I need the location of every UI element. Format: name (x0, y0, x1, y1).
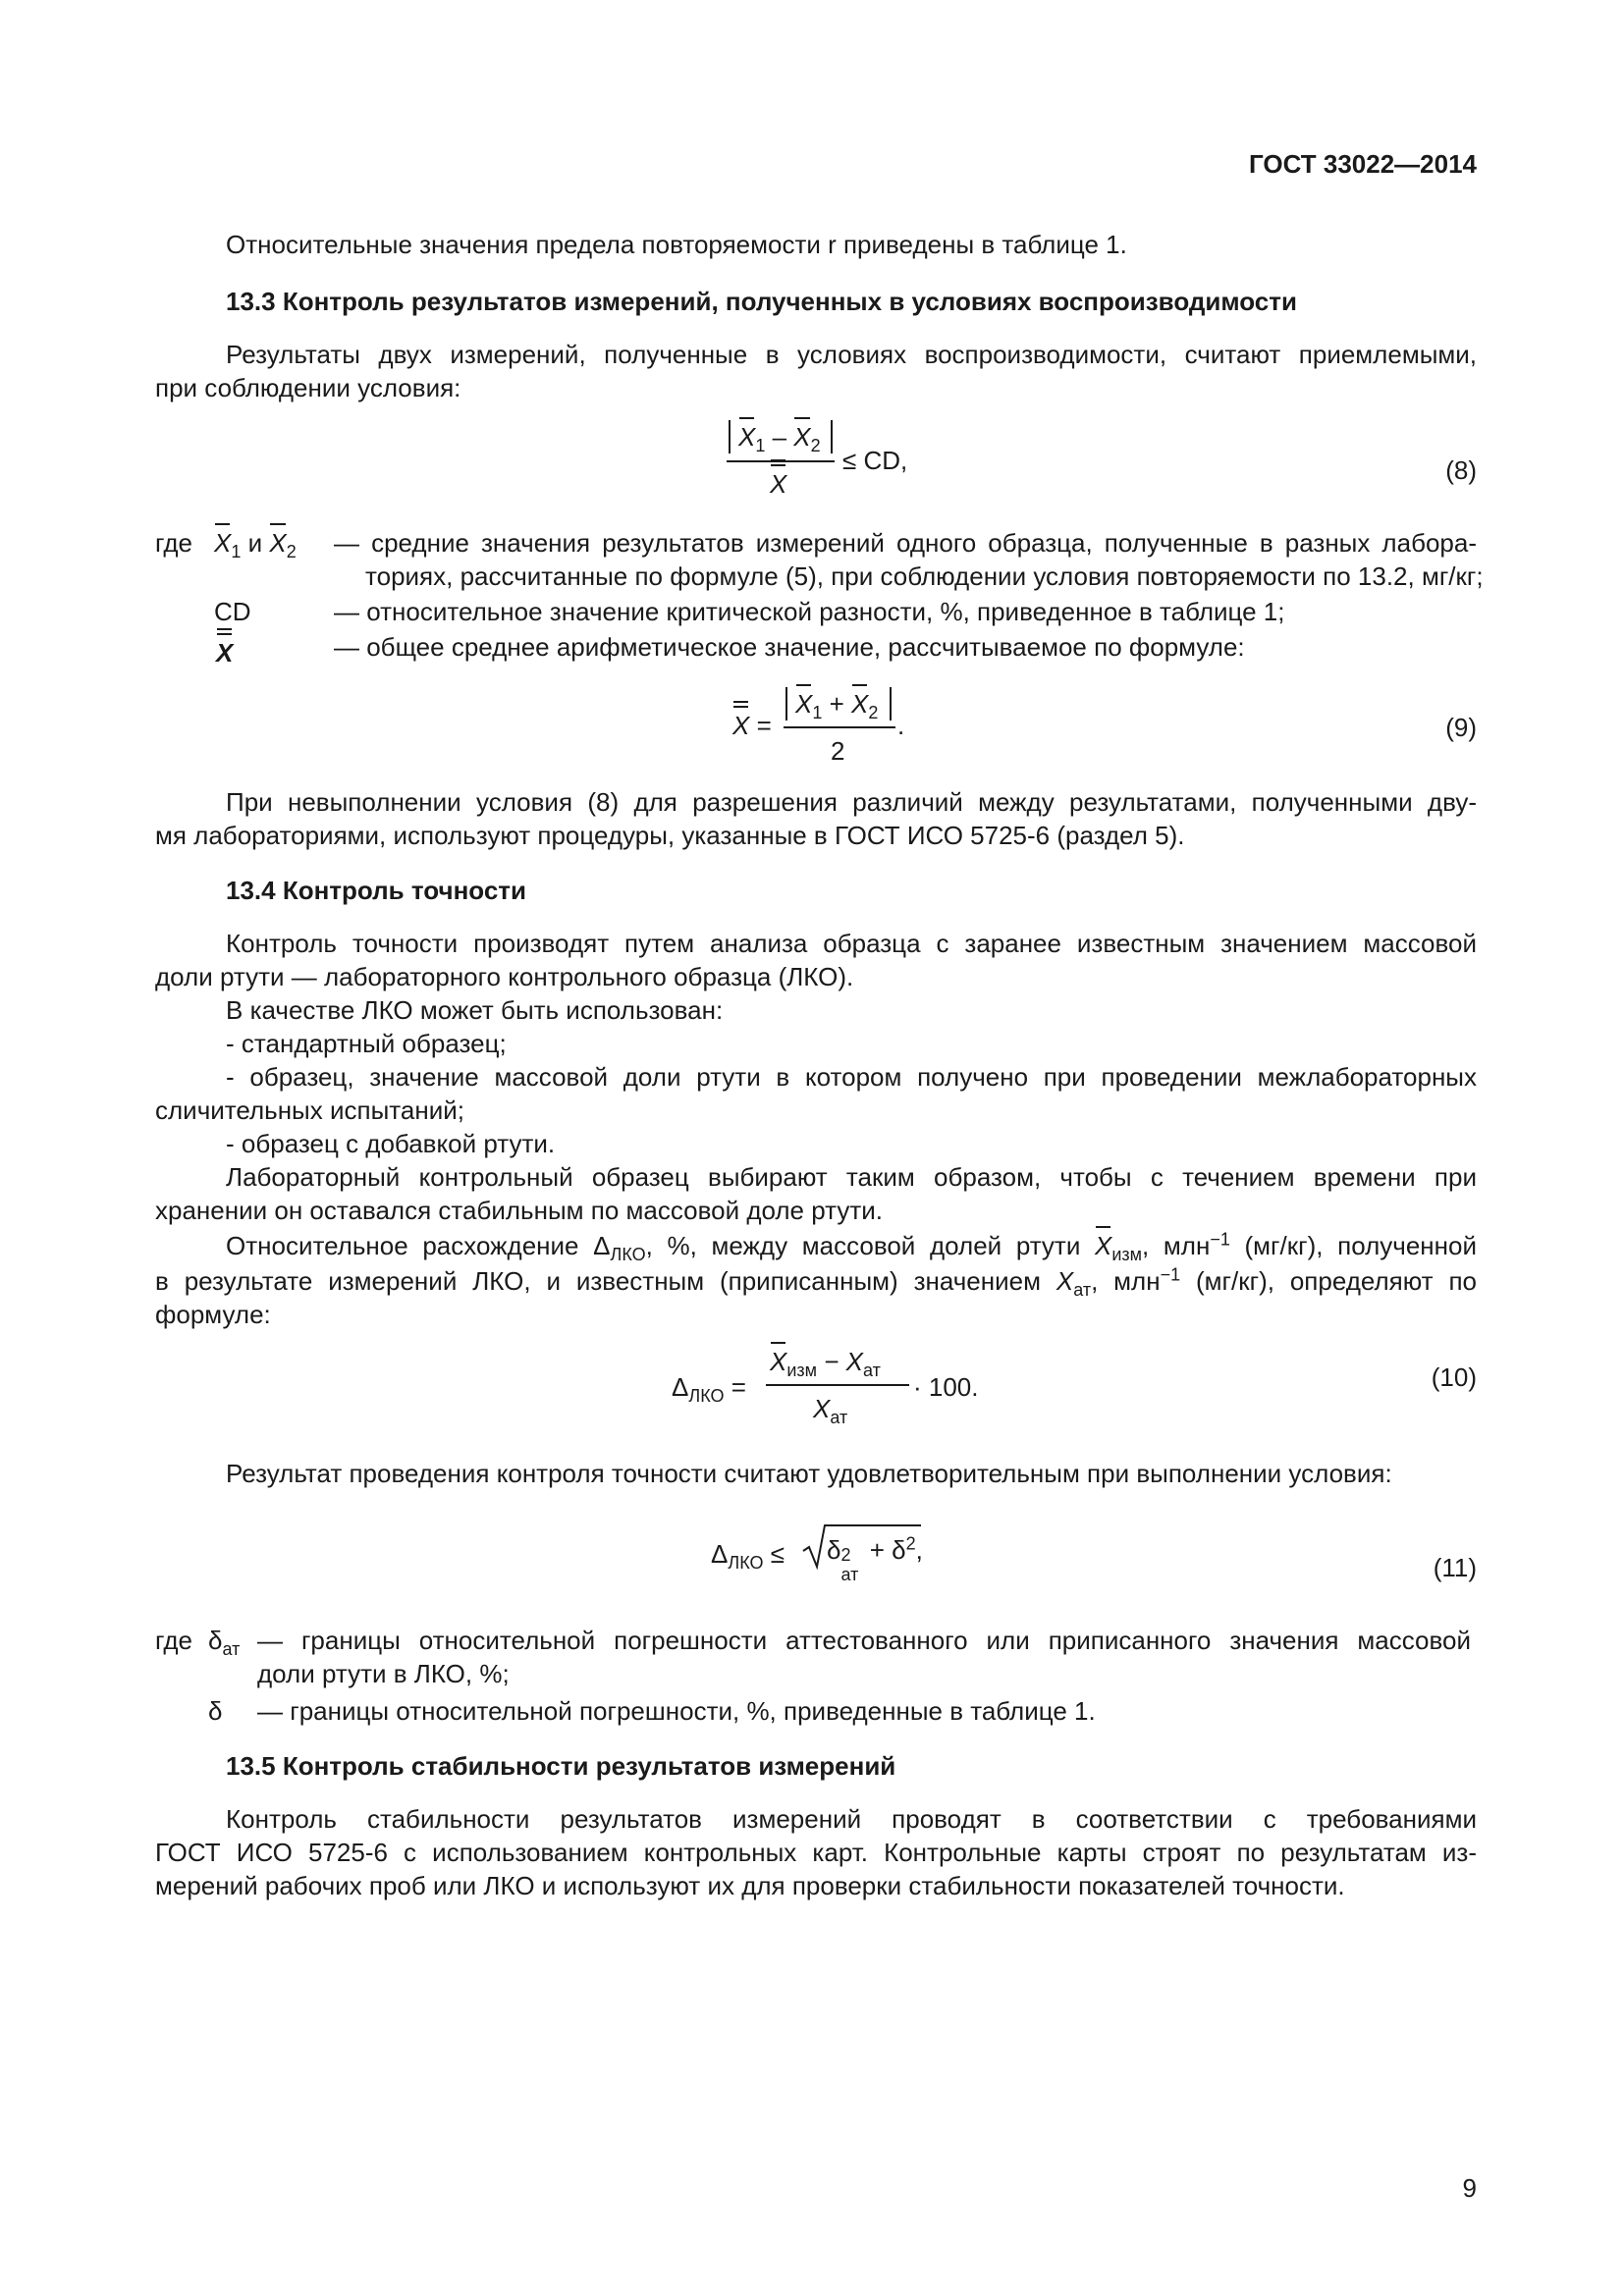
formula-10-lhs: $\Delta_{ЛКО}$ = (672, 1372, 746, 1407)
formula-10-numerator: $X_{изм} - X_{ат}$ (770, 1347, 881, 1381)
formula-10-label: (10) (1431, 1362, 1477, 1392)
page-number: 9 (1462, 2173, 1477, 2203)
where-def-3: — общее среднее арифметическое значение, рассчитываемое по формуле: (334, 632, 1245, 662)
where-def-2: — относительное значение критической разности, %, приведенное в таблице 1; (334, 597, 1285, 626)
s13-3-p1-line1: Результаты двух измерений, полученные в условиях воспроизводимости, считают приемлемыми, (226, 340, 1477, 369)
where-def-delta-at-line1: — границы относительной погрешности аттестованного или приписанного значения массовой (257, 1626, 1471, 1655)
formula-8-rhs: ≤ CD, (842, 446, 908, 475)
where-symbols-1: $X_1$ и $X_2$ (214, 528, 297, 562)
section-13-4-title: 13.4 Контроль точности (226, 876, 526, 905)
s13-4-p1-line2: доли ртути — лабораторного контрольного образца (ЛКО). (155, 962, 854, 991)
s13-4-list-item-3: - образец с добавкой ртути. (226, 1129, 556, 1158)
s13-5-p1-line3: мерений рабочих проб или ЛКО и используют их для проверки стабильности показателей точности. (155, 1871, 1345, 1900)
where-def-delta-at-line2: доли ртути в ЛКО, %; (257, 1659, 510, 1688)
s13-4-p2: В качестве ЛКО может быть использован: (226, 995, 724, 1025)
formula-8-numerator: $X_1 - X_2$ (738, 422, 821, 456)
where-label-2: где (155, 1626, 192, 1655)
formula-10-denominator: $X_{ат}$ (813, 1394, 848, 1428)
where-def-1-line2: ториях, рассчитанные по формуле (5), при соблюдении условия повторяемости по 13.2, мг/кг; (365, 561, 1484, 591)
s13-4-p3-line2: хранении он оставался стабильным по массовой доле ртути. (155, 1196, 883, 1225)
where-symbol-delta: δ (208, 1696, 223, 1726)
formula-9-lhs: X = (732, 711, 772, 740)
where-symbol-xbar: X (216, 638, 234, 667)
formula-9-end: . (897, 711, 905, 740)
s13-4-p5: Результат проведения контроля точности считают удовлетворительным при выполнении условия: (226, 1459, 1392, 1488)
formula-11-lhs: $\Delta_{ЛКО}$ ≤ (711, 1539, 785, 1574)
s13-4-list-item-2-line2: сличительных испытаний; (155, 1095, 464, 1125)
page-header-standard: ГОСТ 33022—2014 (1249, 149, 1477, 179)
s13-4-p4-line3: формуле: (155, 1300, 271, 1329)
s13-4-p3-line1: Лабораторный контрольный образец выбирают таким образом, чтобы с течением времени при (226, 1162, 1477, 1192)
formula-8-denominator: X (770, 469, 787, 499)
section-13-3-title: 13.3 Контроль результатов измерений, полученных в условиях воспроизводимости (226, 287, 1297, 316)
s13-5-p1-line1: Контроль стабильности результатов измерений проводят в соответствии с требованиями (226, 1804, 1477, 1834)
s13-4-p4-line2: в результате измерений ЛКО, и известным (приписанным) значением $X_{ат}$, млн$^{-1}$ (мг/кг), определяют по (155, 1264, 1477, 1301)
intro-text: Относительные значения предела повторяемости r приведены в таблице 1. (226, 230, 1127, 259)
formula-9-label: (9) (1445, 713, 1477, 742)
s13-4-p1-line1: Контроль точности производят путем анализа образца с заранее известным значением массовой (226, 929, 1477, 958)
where-def-delta: — границы относительной погрешности, %, приведенные в таблице 1. (257, 1696, 1096, 1726)
s13-3-p2-line2: мя лабораториями, используют процедуры, указанные в ГОСТ ИСО 5725-6 (раздел 5). (155, 821, 1185, 850)
s13-5-p1-line2: ГОСТ ИСО 5725-6 с использованием контрольных карт. Контрольные карты строят по результатам из- (155, 1838, 1477, 1867)
formula-9-denominator: 2 (831, 736, 845, 766)
formula-9-numerator: $X_1 + X_2$ (795, 689, 879, 723)
formula-8-label: (8) (1445, 455, 1477, 485)
formula-10-tail: · 100. (913, 1372, 979, 1402)
s13-4-p4-line1: Относительное расхождение $\Delta_{ЛКО}$, %, между массовой долей ртути $X_{изм}$, млн$^{-1}$ (мг/кг), полученной (226, 1229, 1477, 1265)
s13-4-list-item-2-line1: - образец, значение массовой доли ртути в котором получено при проведении межлабораторных (226, 1062, 1477, 1092)
where-symbol-cd: CD (214, 597, 251, 626)
formula-11-radicand: δ 2 ат + $\delta^2$, (827, 1533, 923, 1584)
intro-paragraph (226, 228, 1127, 261)
where-def-1-line1: — средние значения результатов измерений одного образца, полученные в разных лабора- (334, 528, 1477, 558)
section-13-5-title: 13.5 Контроль стабильности результатов измерений (226, 1751, 896, 1781)
s13-3-p2-line1: При невыполнении условия (8) для разрешения различий между результатами, полученными дву- (226, 787, 1477, 817)
formula-11-label: (11) (1433, 1553, 1477, 1582)
where-symbol-delta-at: $\delta_{ат}$ (208, 1626, 241, 1660)
s13-3-p1-line2: при соблюдении условия: (155, 373, 461, 402)
where-label-1: где (155, 528, 192, 558)
s13-4-list-item-1: - стандартный образец; (226, 1029, 507, 1058)
